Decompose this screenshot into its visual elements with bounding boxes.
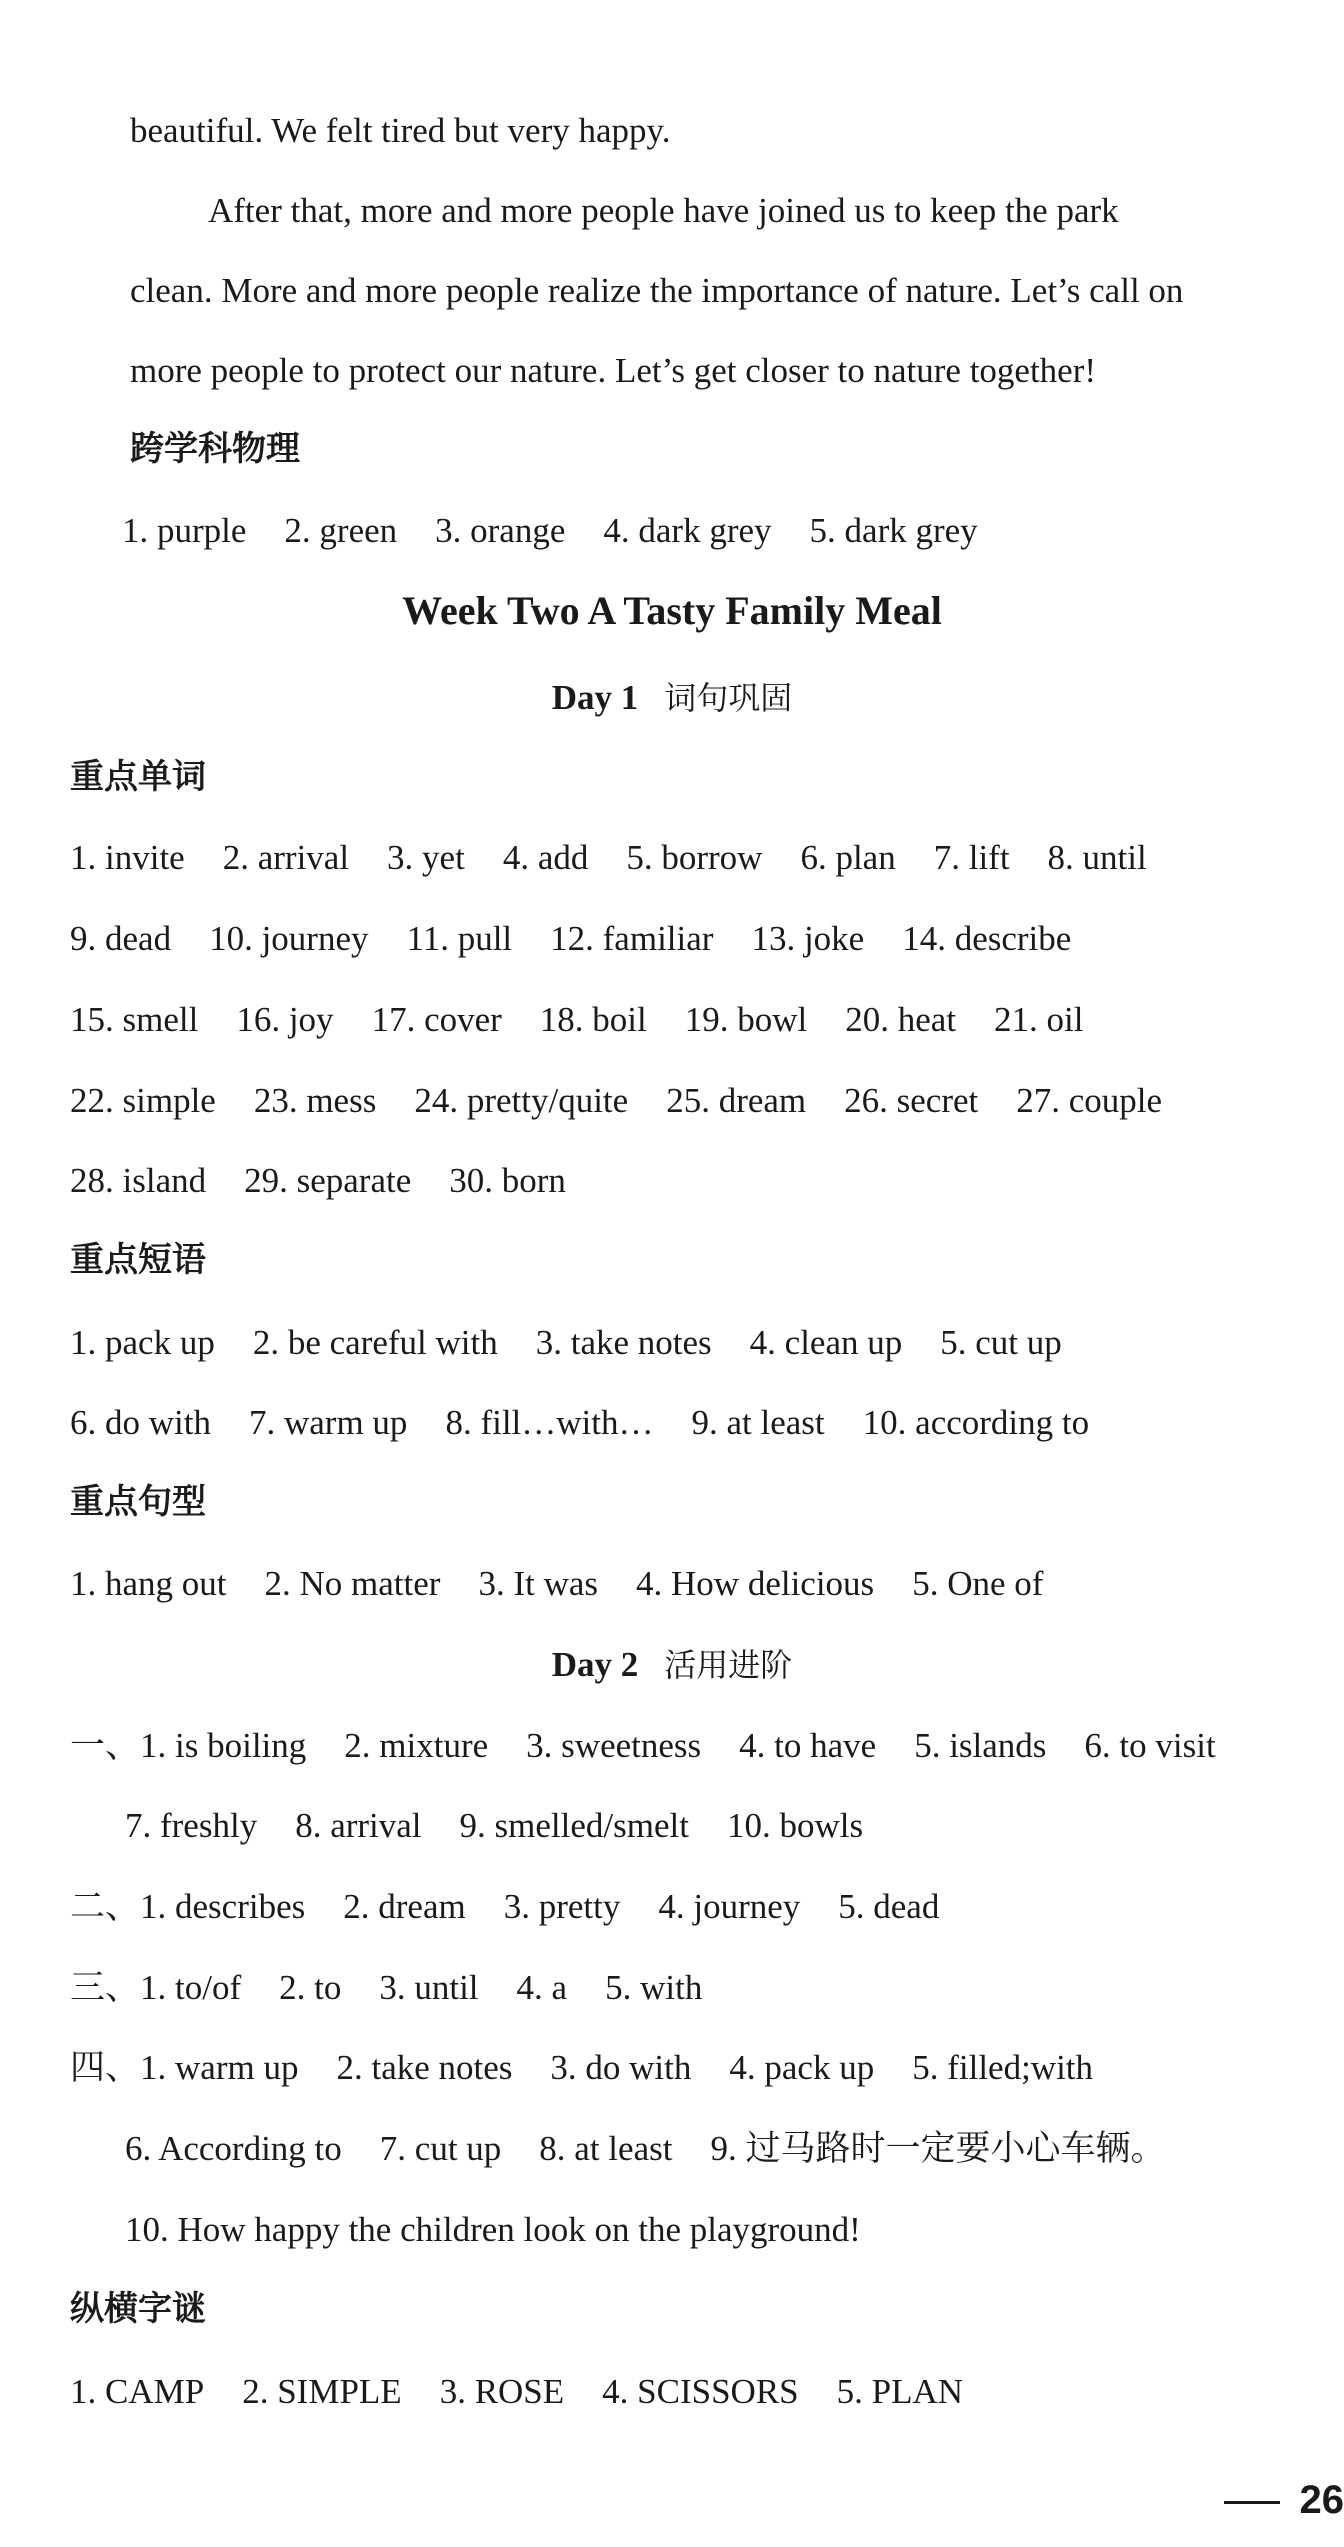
answer-item: 9. smelled/smelt xyxy=(459,1806,689,1845)
answer-item: 28. island xyxy=(70,1161,207,1200)
answer-item: 4. SCISSORS xyxy=(602,2372,799,2411)
answer-item: 24. pretty/quite xyxy=(414,1081,629,1120)
week-title: Week Two A Tasty Family Meal xyxy=(402,588,942,633)
answer-item: 10. bowls xyxy=(726,1806,864,1845)
answer-item: 11. pull xyxy=(406,919,513,958)
answer-item: 4. a xyxy=(516,1968,568,2007)
answer-item: 2. green xyxy=(284,511,398,550)
day-1-subtitle: 词句巩固 xyxy=(664,679,793,717)
physics-answers xyxy=(122,513,1344,548)
answer-item: 4. clean up xyxy=(749,1323,903,1362)
key-phrases-row-1 xyxy=(70,1325,1344,1360)
answer-item: 1. warm up xyxy=(140,2048,299,2087)
answer-item: 3. yet xyxy=(387,838,465,877)
answer-item: 9. at least xyxy=(691,1403,825,1442)
answer-item: 20. heat xyxy=(845,1000,957,1039)
answer-item: 3. orange xyxy=(435,511,566,550)
key-phrases-row-2 xyxy=(70,1405,1344,1440)
answer-item: 4. to have xyxy=(739,1726,877,1765)
answer-item: 25. dream xyxy=(666,1081,807,1120)
answer-item: 2. dream xyxy=(343,1887,466,1926)
answer-item: 7. freshly xyxy=(125,1806,258,1845)
answer-item: 3. sweetness xyxy=(526,1726,702,1765)
part-1-row-1 xyxy=(70,1728,1344,1764)
answer-item: 8. arrival xyxy=(295,1806,422,1845)
day-1-header xyxy=(0,680,1344,715)
day-2-subtitle: 活用进阶 xyxy=(664,1646,793,1684)
answer-item: 1. invite xyxy=(70,838,185,877)
answer-item: 7. warm up xyxy=(248,1403,408,1442)
answer-item: 27. couple xyxy=(1016,1081,1163,1120)
answer-item: 3. until xyxy=(379,1968,479,2007)
answer-item: 7. lift xyxy=(933,838,1010,877)
section-heading-key-sentences: 重点句型 xyxy=(70,1482,206,1522)
part-4-row-3: 10. How happy the children look on the playground! xyxy=(125,2210,861,2249)
intro-line-4: more people to protect our nature. Let’s get closer to nature together! xyxy=(130,351,1097,390)
answer-item: 2. take notes xyxy=(336,2048,513,2087)
key-sentences-row xyxy=(70,1566,1344,1601)
page-number-dash xyxy=(1224,2501,1280,2504)
answer-item: 7. cut up xyxy=(379,2129,502,2168)
answer-item: 4. journey xyxy=(658,1887,801,1926)
key-words-row-3 xyxy=(70,1002,1344,1037)
key-words-row-5 xyxy=(70,1163,1344,1198)
part-2-row xyxy=(70,1889,1344,1925)
answer-item: 13. joke xyxy=(751,919,865,958)
answer-item: 3. do with xyxy=(550,2048,692,2087)
answer-item: 2. be careful with xyxy=(252,1323,498,1362)
part-1-row-2 xyxy=(125,1808,1344,1843)
crossword-answers xyxy=(70,2374,1344,2409)
answer-item: 5. with xyxy=(605,1968,703,2007)
answer-item: 14. describe xyxy=(902,919,1072,958)
answer-item: 12. familiar xyxy=(550,919,714,958)
answer-item: 5. dead xyxy=(838,1887,940,1926)
answer-item: 9. dead xyxy=(70,919,172,958)
part-1-label: 一、 xyxy=(70,1726,141,1766)
section-heading-crossword: 纵横字谜 xyxy=(70,2289,206,2329)
answer-item: 1. purple xyxy=(122,511,247,550)
answer-item: 29. separate xyxy=(244,1161,412,1200)
answer-item: 5. islands xyxy=(914,1726,1047,1765)
intro-line-3: clean. More and more people realize the importance of nature. Let’s call on xyxy=(130,271,1184,310)
answer-item: 1. to/of xyxy=(140,1968,242,2007)
answer-item: 4. dark grey xyxy=(603,511,772,550)
answer-item: 6. do with xyxy=(70,1403,211,1442)
answer-item: 3. It was xyxy=(478,1564,599,1603)
key-words-row-1 xyxy=(70,840,1344,875)
part-4-row-2 xyxy=(125,2131,1344,2166)
answer-item: 22. simple xyxy=(70,1081,216,1120)
answer-item: 2. No matter xyxy=(264,1564,441,1603)
day-1-label: Day 1 xyxy=(551,678,639,717)
answer-item: 26. secret xyxy=(844,1081,979,1120)
answer-item: 4. add xyxy=(502,838,589,877)
answer-item: 1. describes xyxy=(140,1887,306,1926)
answer-item: 8. at least xyxy=(539,2129,673,2168)
answer-item: 5. PLAN xyxy=(836,2372,964,2411)
answer-item: 15. smell xyxy=(70,1000,199,1039)
answer-item: 6. plan xyxy=(800,838,896,877)
answer-item: 5. One of xyxy=(912,1564,1044,1603)
answer-item: 5. cut up xyxy=(940,1323,1062,1362)
answer-item: 3. ROSE xyxy=(439,2372,565,2411)
page-number-value: 26 xyxy=(1299,2478,1344,2522)
answer-item: 18. boil xyxy=(539,1000,647,1039)
answer-item: 8. fill…with… xyxy=(445,1403,654,1442)
intro-line-1: beautiful. We felt tired but very happy. xyxy=(130,111,671,150)
answer-item: 2. arrival xyxy=(222,838,350,877)
answer-item: 5. borrow xyxy=(626,838,763,877)
part-4-label: 四、 xyxy=(70,2048,141,2088)
answer-item: 1. is boiling xyxy=(140,1726,307,1765)
answer-item: 1. hang out xyxy=(70,1564,227,1603)
key-words-row-4 xyxy=(70,1083,1344,1118)
section-heading-key-phrases: 重点短语 xyxy=(70,1240,206,1280)
answer-item: 6. to visit xyxy=(1084,1726,1216,1765)
answer-item: 1. CAMP xyxy=(70,2372,205,2411)
answer-item: 8. until xyxy=(1047,838,1147,877)
answer-item: 3. take notes xyxy=(535,1323,712,1362)
answer-item: 4. pack up xyxy=(729,2048,875,2087)
answer-item: 21. oil xyxy=(994,1000,1084,1039)
answer-item: 5. dark grey xyxy=(809,511,978,550)
answer-item: 9. 过马路时一定要小心车辆。 xyxy=(710,2129,1166,2168)
answer-item: 2. mixture xyxy=(344,1726,489,1765)
answer-item: 2. SIMPLE xyxy=(242,2372,402,2411)
answer-item: 2. to xyxy=(279,1968,342,2007)
answer-item: 16. joy xyxy=(236,1000,334,1039)
section-heading-physics: 跨学科物理 xyxy=(130,429,300,469)
answer-item: 10. journey xyxy=(209,919,369,958)
intro-line-2: After that, more and more people have joined us to keep the park xyxy=(208,191,1119,230)
section-heading-key-words: 重点单词 xyxy=(70,757,206,797)
answer-item: 1. pack up xyxy=(70,1323,215,1362)
answer-item: 4. How delicious xyxy=(636,1564,875,1603)
key-words-row-2 xyxy=(70,921,1344,956)
part-4-row-1 xyxy=(70,2050,1344,2086)
answer-item: 6. According to xyxy=(125,2129,342,2168)
part-3-row xyxy=(70,1970,1344,2006)
answer-item: 17. cover xyxy=(371,1000,502,1039)
page-number xyxy=(1224,2478,1344,2523)
answer-item: 5. filled;with xyxy=(912,2048,1094,2087)
answer-item: 19. bowl xyxy=(684,1000,808,1039)
day-2-header xyxy=(0,1647,1344,1682)
part-2-label: 二、 xyxy=(70,1887,141,1927)
answer-item: 30. born xyxy=(449,1161,566,1200)
answer-item: 23. mess xyxy=(253,1081,377,1120)
answer-item: 10. according to xyxy=(862,1403,1090,1442)
part-3-label: 三、 xyxy=(70,1968,141,2008)
answer-item: 3. pretty xyxy=(503,1887,621,1926)
day-2-label: Day 2 xyxy=(551,1645,639,1684)
